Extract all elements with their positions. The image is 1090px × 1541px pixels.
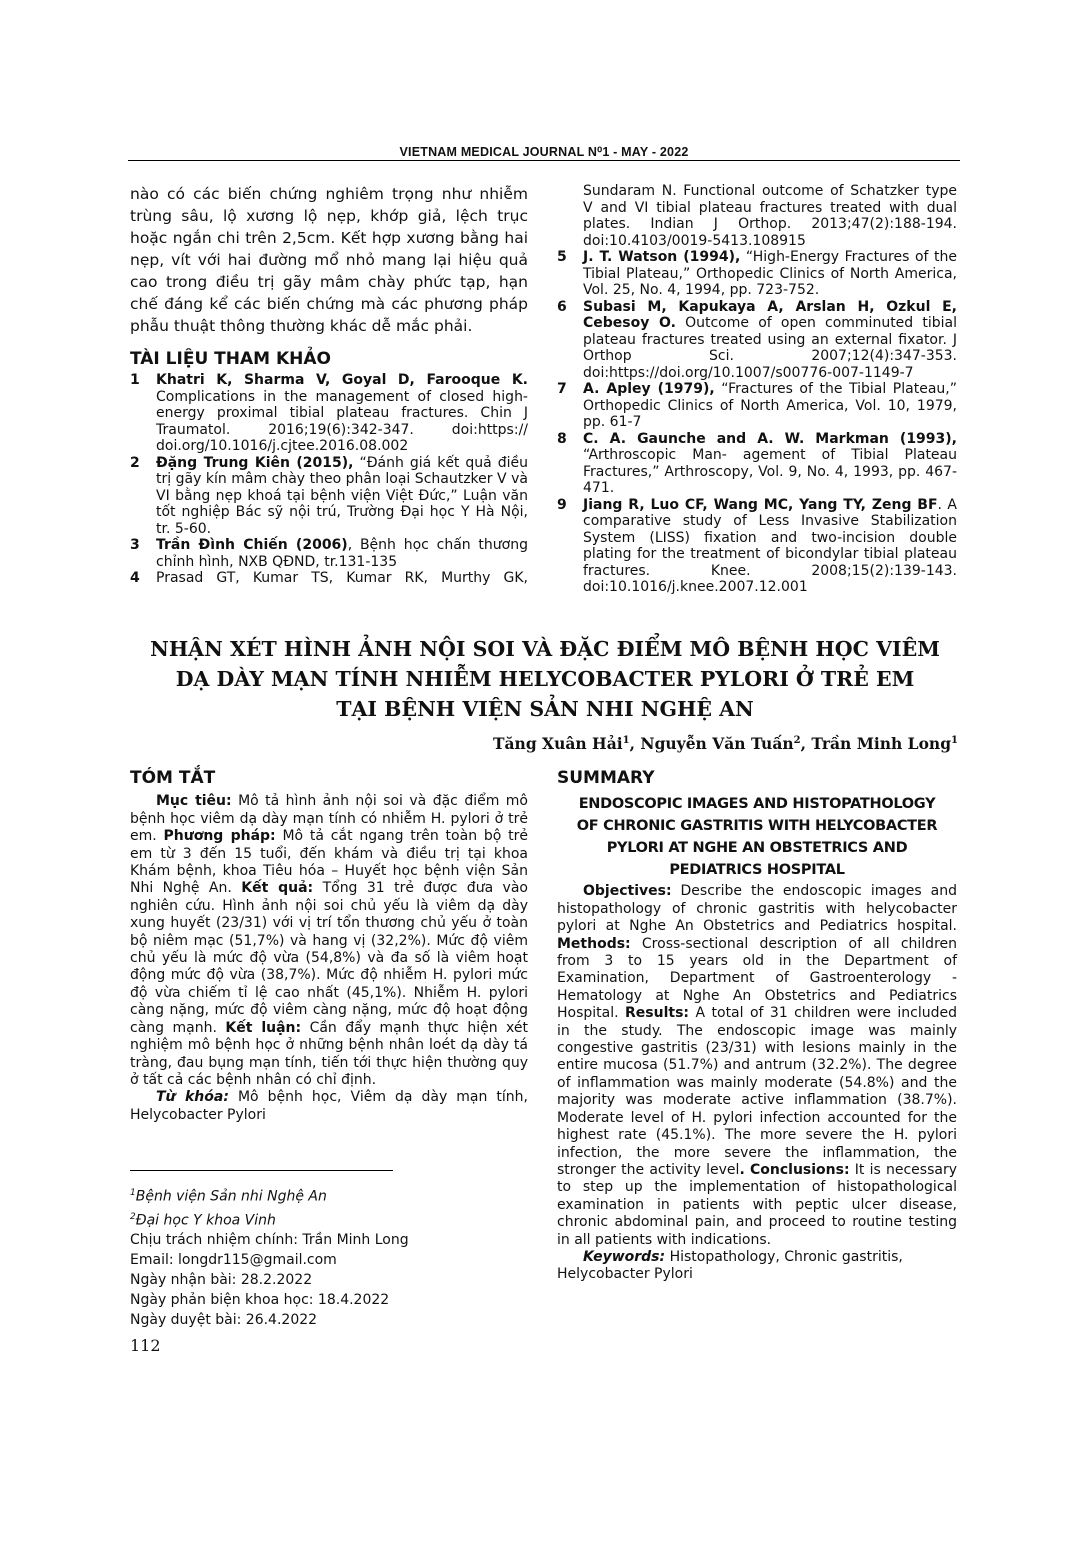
reference-body: “High-Energy Fractures of the Tibial Plateau,” Orthopedic Clinics of North America, Vol. 25, No. 4, 1994, pp. 723-752.: [583, 249, 957, 298]
reference-body: “Arthroscopic Man- agement of Tibial Plateau Fractures,” Arthroscopy, Vol. 9, No. 4, 1993, pp. 467-471.: [583, 447, 957, 496]
abstract-english: [557, 770, 957, 1284]
reference-item: [557, 381, 957, 431]
reference-text: [583, 249, 957, 299]
article-title-line: DẠ DÀY MẠN TÍNH NHIỄM HELYCOBACTER PYLORI Ở TRẺ EM: [175, 667, 915, 691]
english-title-line: ENDOSCOPIC IMAGES AND HISTOPATHOLOGY: [578, 796, 936, 813]
reference-item: [130, 537, 528, 570]
author-separator: ,: [800, 734, 812, 753]
reference-authors: Trần Đình Chiến (2006): [156, 537, 348, 554]
reference-body: Sundaram N. Functional outcome of Schatzker type V and VI tibial plateau fractures treated with dual plates. Indian J Orthop. 2013;47(2):188-194. doi:10.4103/0019-5413.108915: [583, 183, 957, 249]
english-title-line: PYLORI AT NGHE AN OBSTETRICS AND: [606, 840, 908, 857]
responsible-author: Chịu trách nhiệm chính: Trần Minh Long: [130, 1232, 409, 1249]
accepted-date: Ngày duyệt bài: 26.4.2022: [130, 1312, 318, 1329]
reference-body: “Fractures of the Tibial Plateau,” Orthopedic Clinics of North America, Vol. 10, 1979, pp. 61-7: [583, 381, 957, 430]
reference-item: [557, 249, 957, 299]
keywords-text: Mô bệnh học, Viêm dạ dày mạn tính, Helycobacter Pylori: [130, 1089, 528, 1123]
author-affiliation-mark: 2: [793, 734, 801, 746]
reference-item: [557, 299, 957, 382]
reference-text: [156, 372, 528, 455]
page-number: 112: [130, 1336, 161, 1355]
reference-number: 8: [557, 430, 567, 447]
objective-text: Mô tả hình ảnh nội soi và đặc điểm mô bệnh học viêm dạ dày mạn tính có nhiễm H. pylori ở trẻ em.: [130, 793, 528, 845]
reference-body: Prasad GT, Kumar TS, Kumar RK, Murthy GK,: [156, 570, 528, 587]
reference-body: Complications in the management of closed high-energy proximal tibial plateau fractures. Chin J Traumatol. 2016;19(6):342-347. doi:https:// doi.org/10.1016/j.cjtee.2016.08.002: [156, 388, 528, 455]
affiliation-2: [130, 1207, 528, 1231]
conclusions-label: Conclusions:: [749, 1161, 850, 1178]
article-title: [130, 634, 960, 724]
reference-number: 6: [557, 298, 567, 315]
english-keywords-text: Histopathology, Chronic gastritis, Helycobacter Pylori: [557, 1248, 903, 1283]
reference-text: [583, 183, 957, 249]
method-text: Mô tả cắt ngang trên toàn bộ trẻ em từ 3 đến 15 tuổi, đến khám và điều trị tại khoa Khám bệnh, khoa Tiêu hóa – Huyết học bệnh viện Sản Nhi Nghệ An.: [130, 828, 529, 897]
header-rule: [128, 160, 960, 161]
results-end: .: [739, 1161, 745, 1178]
reference-item: [557, 183, 957, 249]
reference-item: [130, 455, 528, 538]
top-right-column: [557, 183, 957, 596]
affiliation-mark: 2: [130, 1211, 136, 1222]
reference-text: [583, 431, 957, 497]
summary-heading: SUMMARY: [557, 768, 655, 788]
english-keywords-label: Keywords:: [583, 1248, 666, 1265]
footnotes: [130, 1183, 528, 1330]
author-list: [300, 734, 958, 753]
conclusions-text: It is necessary to step up the implementation of histopathological examination in patients with peptic ulcer disease, chronic abdominal pain, and proceed to routine testing in all patients with indications.: [557, 1161, 957, 1248]
reference-number: 1: [130, 372, 140, 389]
reference-number: 2: [130, 454, 140, 471]
reference-body: , Bệnh học chấn thương chỉnh hình, NXB QĐND, tr.131-135: [156, 537, 528, 570]
article-title-line: NHẬN XÉT HÌNH ẢNH NỘI SOI VÀ ĐẶC ĐIỂM MÔ BỆNH HỌC VIÊM: [150, 637, 940, 661]
english-title: [557, 793, 957, 881]
affiliation-1: [130, 1183, 528, 1207]
article-title-line: TẠI BỆNH VIỆN SẢN NHI NGHỆ AN: [336, 697, 754, 721]
affiliation-mark: 1: [130, 1188, 136, 1198]
footnote-rule: [130, 1170, 393, 1171]
reference-number: 5: [557, 249, 567, 265]
english-title-line: PEDIATRICS HOSPITAL: [669, 862, 845, 879]
results-label: Results:: [625, 1005, 690, 1022]
abstract-body: [130, 793, 528, 1089]
received-date: Ngày nhận bài: 28.2.2022: [130, 1272, 313, 1289]
reference-number: [557, 183, 583, 249]
author-name: Trần Minh Long: [811, 734, 952, 753]
methods-text: Cross-sectional description of all children from 3 to 15 years old in the Department of Examination, Department of Gastroenterology - Hematology at Nghe An Obstetrics and Pediatrics Hospital.: [557, 935, 957, 1022]
abstract-vietnamese: [130, 770, 528, 1124]
author-name: Tăng Xuân Hải: [492, 734, 623, 753]
reference-authors: J. T. Watson (1994),: [583, 249, 741, 265]
reference-text: [156, 537, 528, 570]
reference-number: 3: [130, 537, 140, 554]
affiliation-text: Đại học Y khoa Vinh: [135, 1212, 276, 1229]
conclusion-label: Kết luận:: [225, 1019, 302, 1036]
author-affiliation-mark: 1: [622, 734, 630, 746]
method-label: Phương pháp:: [163, 828, 276, 845]
reference-number: 7: [557, 381, 567, 397]
reference-number: 4: [130, 570, 140, 587]
abstract-heading: TÓM TẮT: [130, 768, 216, 788]
reference-text: [583, 497, 957, 596]
body-continuation: nào có các biến chứng nghiêm trọng như nhiễm trùng sâu, lộ xương lộ nẹp, khớp giả, lệch trục hoặc ngắn chi trên 2,5cm. Kết hợp xương bằng hai nẹp, vít với hai đường mổ nhỏ mang lại hiệu quả cao trong điều trị gãy mâm chày phức tạp, hạn chế đáng kể các biến chứng mà các phương pháp phẫu thuật thông thường khác dễ mắc phải.: [130, 185, 528, 335]
reference-item: [130, 372, 528, 455]
top-left-column: [130, 183, 528, 587]
reference-text: [156, 455, 528, 538]
summary-body: [557, 883, 957, 1249]
reference-item: [557, 431, 957, 497]
reference-number: 9: [557, 496, 567, 513]
affiliation-text: Bệnh viện Sản nhi Nghệ An: [135, 1188, 327, 1205]
reference-authors: Khatri K, Sharma V, Goyal D, Farooque K.: [156, 372, 528, 389]
objectives-text: Describe the endoscopic images and histopathology of chronic gastritis with helycobacter pylori at Nghe An Obstetrics and Pediatrics hospital.: [557, 883, 957, 935]
reference-authors: A. Apley (1979),: [583, 381, 715, 397]
keywords-label: Từ khóa:: [156, 1089, 229, 1106]
conclusion-text: Cần đẩy mạnh thực hiện xét nghiệm mô bệnh học ở những bệnh nhân loét dạ dày tá tràng, đau bụng mạn tính, tiến tới thực hiện thường quy ở tất cả các bệnh nhân có chỉ định.: [130, 1019, 528, 1088]
reference-text: [583, 299, 957, 382]
reference-authors: Subasi M, Kapukaya A, Arslan H, Ozkul E, Cebesoy O.: [583, 298, 957, 331]
objective-label: Mục tiêu:: [156, 793, 232, 810]
reference-item: [557, 497, 957, 596]
review-date: Ngày phản biện khoa học: 18.4.2022: [130, 1292, 390, 1309]
author-affiliation-mark: 1: [951, 734, 958, 746]
result-label: Kết quả:: [241, 880, 314, 897]
reference-authors: C. A. Gaunche and A. W. Markman (1993),: [583, 430, 957, 447]
keywords: [130, 1089, 528, 1124]
reference-body: “Đánh giá kết quả điều trị gãy kín mâm chày theo phân loại Schautzker V và VI bằng nẹp khoá tại bệnh viện Việt Đức,” Luận văn tốt nghiệp Bác sỹ nội trú, Trường Đại học Y Hà Nội, tr. 5-60.: [156, 454, 528, 537]
reference-text: [156, 570, 528, 587]
reference-item: [130, 570, 528, 587]
reference-body: . A comparative study of Less Invasive Stabilization System (LISS) fixation and two-incision double plating for the treatment of bicondylar tibial plateau fractures. Knee. 2008;15(2):139-143. doi:10.1016/j.knee.2007.12.001: [583, 496, 957, 595]
author-separator: ,: [629, 734, 641, 753]
reference-body: Outcome of open comminuted tibial plateau fractures treated using an external fixator. J Orthop Sci. 2007;12(4):347-353. doi:https://doi.org/10.1007/s00776-007-1149-7: [583, 315, 957, 381]
english-keywords: [557, 1249, 957, 1284]
methods-label: Methods:: [557, 935, 631, 952]
references-heading: TÀI LIỆU THAM KHẢO: [130, 349, 331, 369]
objectives-label: Objectives:: [583, 883, 672, 900]
english-title-line: OF CHRONIC GASTRITIS WITH HELYCOBACTER: [576, 818, 938, 835]
reference-authors: Đặng Trung Kiên (2015),: [156, 454, 354, 471]
results-text: A total of 31 children were included in the study. The endoscopic image was mainly congestive gastritis (23/31) with lesions mainly in the entire mucosa (51.7%) and antrum (32.2%). The degree of inflammation was mainly moderate (54.8%) and the majority was moderate active inflammation (38.7%). Moderate level of H. pylori infection accounted for the highest rate (45.1%). The more severe the H. pylori infection, the more severe the inflammation, the stronger the activity level: [557, 1005, 957, 1178]
email: Email: longdr115@gmail.com: [130, 1252, 337, 1269]
result-text: Tổng 31 trẻ được đưa vào nghiên cứu. Hình ảnh nội soi chủ yếu là viêm dạ dày xung huyết (23/31) với vị trí tổn thương chủ yếu ở toàn bộ niêm mạc (51,7%) và hang vị (32,2%). Mức độ viêm chủ yếu là mức độ vừa (54,8%) và đa số là viêm hoạt động mức độ vừa (38,7%). Mức độ nhiễm H. pylori mức độ vừa chiếm tỉ lệ cao nhất (45,1%). Nhiễm H. pylori càng nặng, mức độ viêm càng nặng, mức độ hoạt động càng mạnh.: [130, 880, 528, 1036]
reference-text: [583, 381, 957, 431]
author-name: Nguyễn Văn Tuấn: [640, 734, 794, 753]
reference-authors: Jiang R, Luo CF, Wang MC, Yang TY, Zeng BF: [583, 496, 938, 513]
journal-header: VIETNAM MEDICAL JOURNAL N⁰1 - MAY - 2022: [399, 145, 689, 159]
